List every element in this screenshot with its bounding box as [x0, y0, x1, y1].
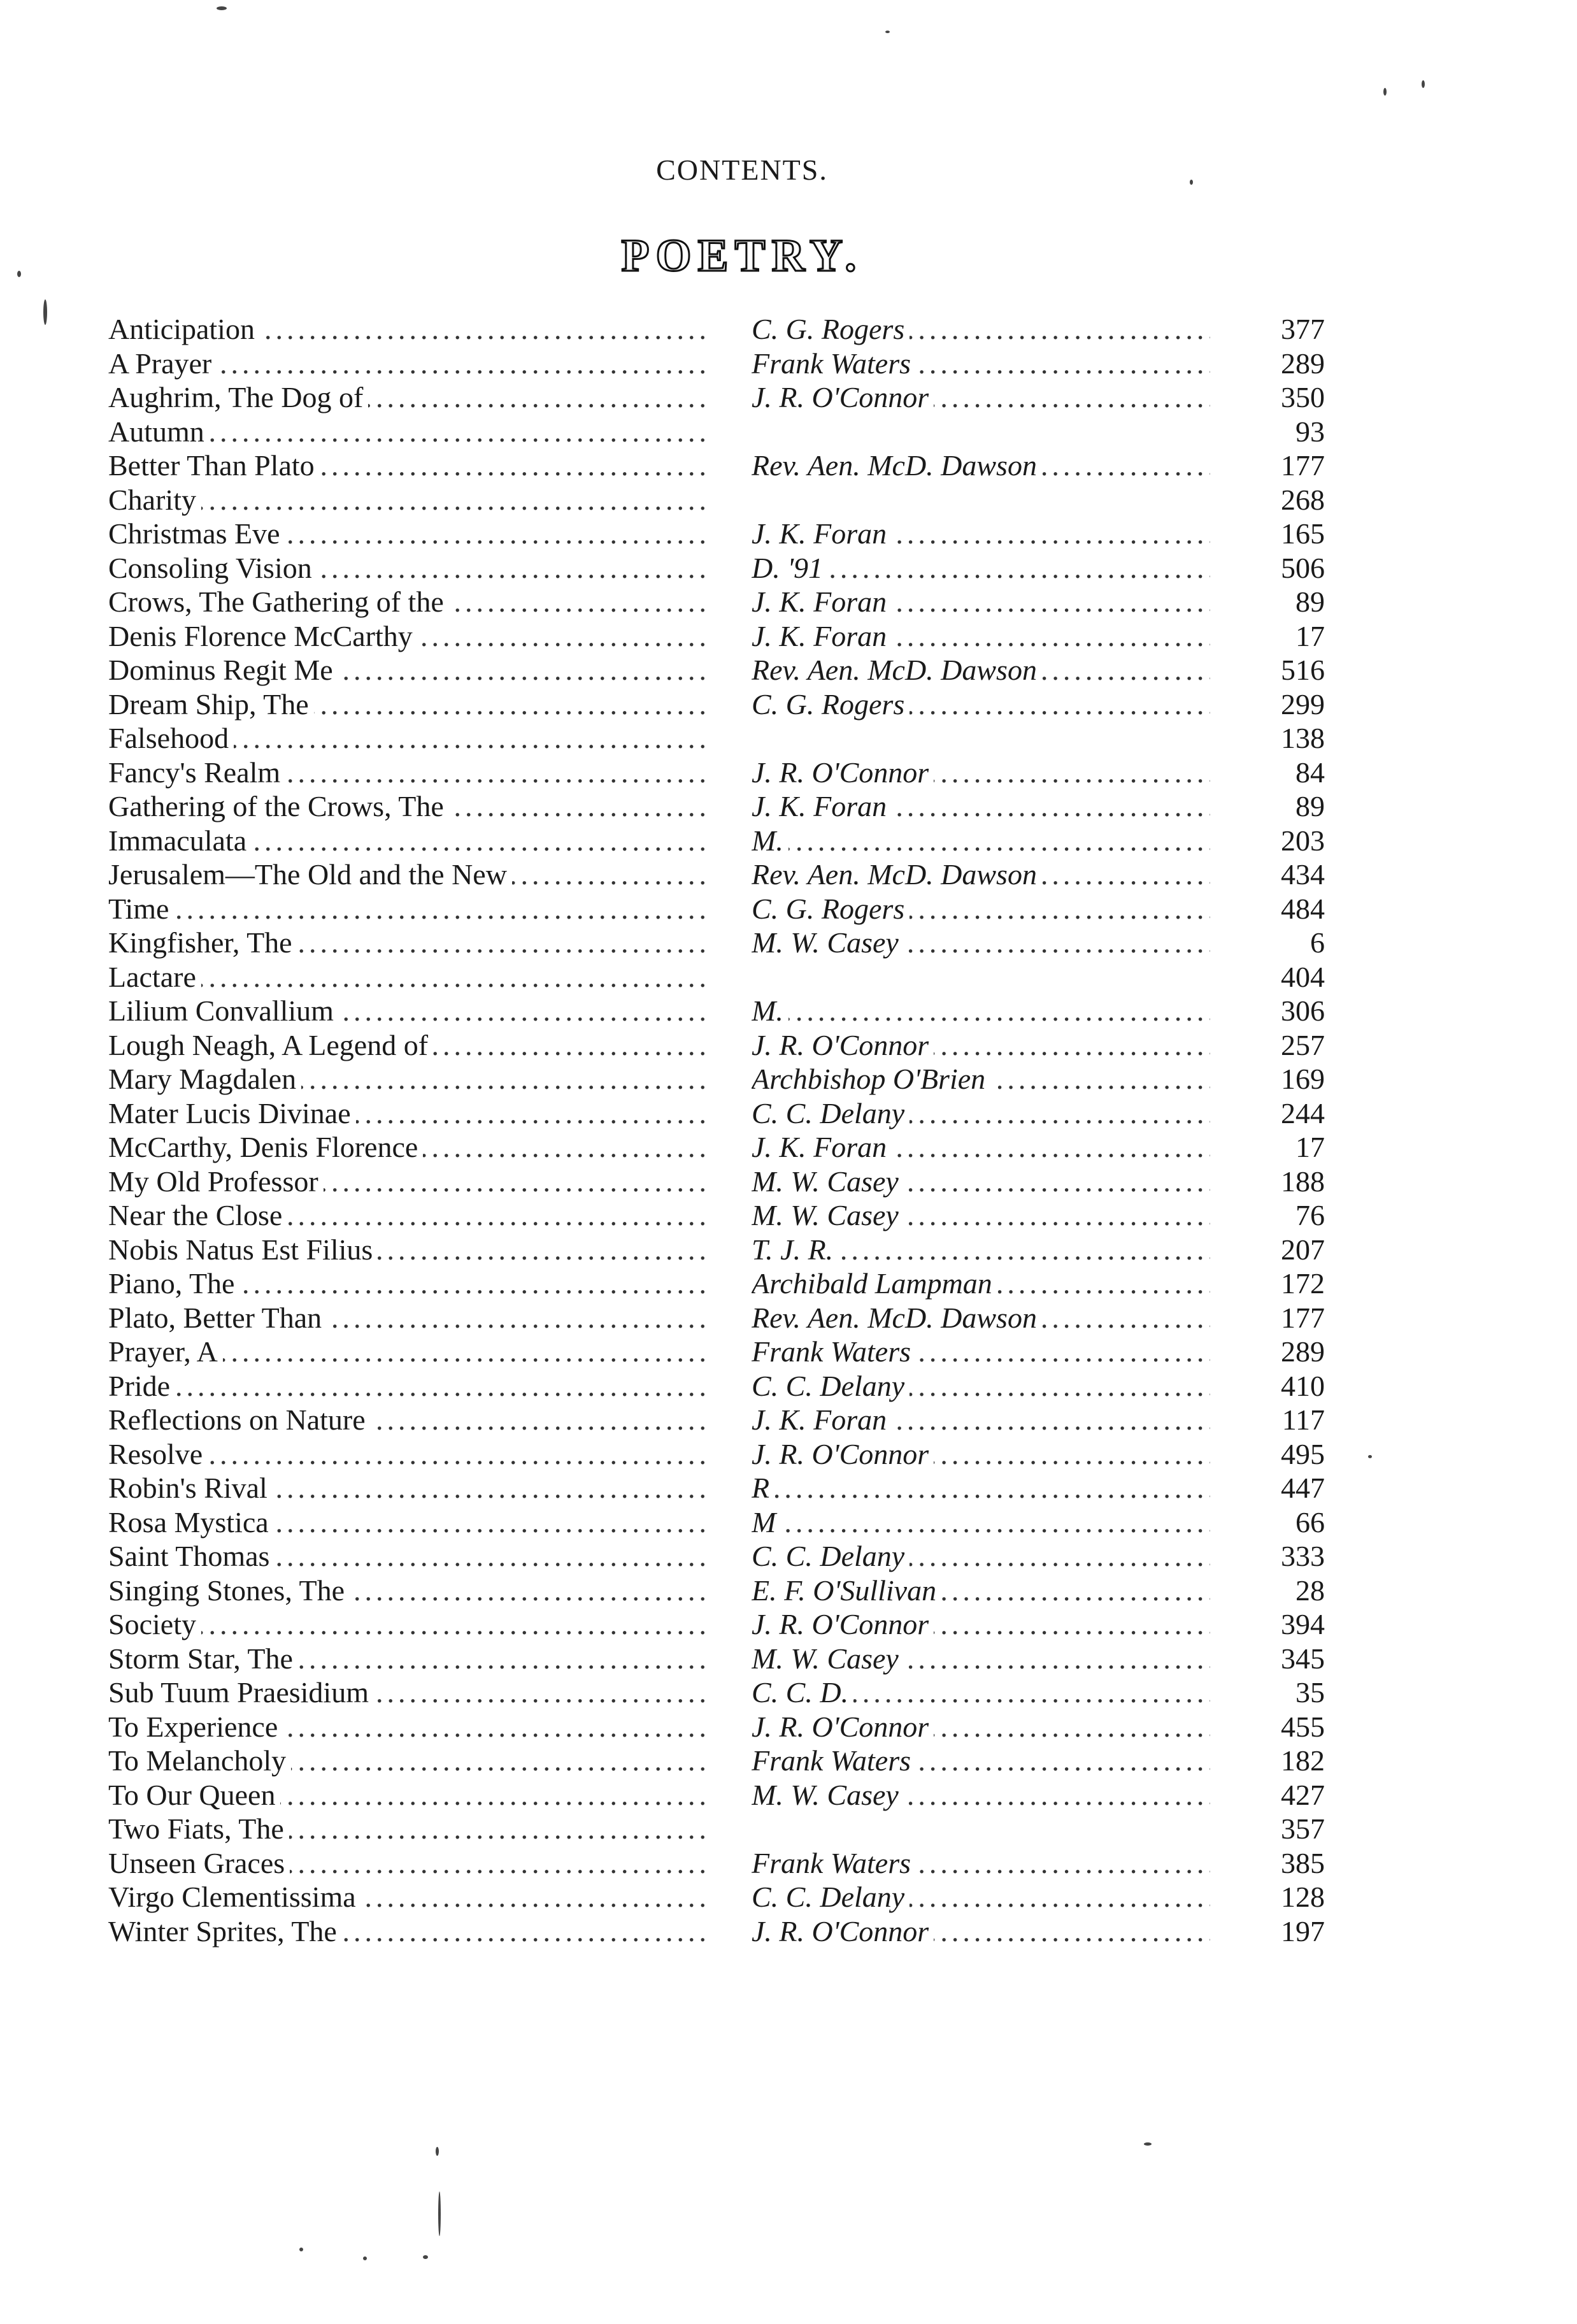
poem-author: Frank Waters [752, 1335, 916, 1368]
poem-title: Mary Magdalen [108, 1063, 301, 1095]
toc-author-cell [752, 347, 1210, 381]
poem-author: J. R. O'Connor [752, 1029, 934, 1061]
poem-title: Dominus Regit Me [108, 654, 338, 686]
poem-title: Dream Ship, The [108, 688, 314, 721]
page-number: 89 [1295, 585, 1325, 618]
poem-author: Archibald Lampman [752, 1267, 997, 1300]
poem-author: Rev. Aen. McD. Dawson [752, 1302, 1042, 1334]
page-number: 66 [1295, 1505, 1325, 1539]
page-number: 447 [1281, 1472, 1325, 1504]
toc-row [108, 1437, 1382, 1472]
page-number: 434 [1281, 858, 1325, 891]
toc-title-cell [108, 1266, 707, 1301]
page-number: 182 [1281, 1744, 1325, 1777]
toc-title-cell [108, 1710, 707, 1744]
page-number: 306 [1281, 994, 1325, 1027]
page-number: 377 [1281, 313, 1325, 345]
page-number: 516 [1281, 654, 1325, 686]
toc-row [108, 960, 1382, 994]
page-number: 35 [1295, 1676, 1325, 1709]
poem-title: Falsehood [108, 722, 234, 754]
toc-author-cell [752, 1880, 1210, 1914]
toc-author-cell [752, 1471, 1210, 1505]
poem-title: Pride [108, 1370, 175, 1402]
toc-author-cell [752, 1403, 1210, 1437]
toc-row [108, 1335, 1382, 1369]
contents-heading: CONTENTS. [656, 154, 828, 186]
toc-title-cell [108, 1846, 707, 1881]
poem-title: Plato, Better Than [108, 1302, 327, 1334]
poem-author: C. C. Delany [752, 1370, 910, 1402]
toc-author-cell [752, 994, 1210, 1028]
poem-title: Society [108, 1608, 201, 1640]
poem-author: Archbishop O'Brien [752, 1063, 990, 1095]
toc-author-cell [752, 1335, 1210, 1369]
poem-author: Rev. Aen. McD. Dawson [752, 654, 1042, 686]
toc-row [108, 1812, 1382, 1846]
toc-row [108, 1914, 1382, 1949]
page-number: 333 [1281, 1540, 1325, 1572]
poem-author: Rev. Aen. McD. Dawson [752, 858, 1042, 891]
toc-title-cell [108, 892, 707, 926]
toc-title-cell [108, 687, 707, 722]
toc-title-cell [108, 653, 707, 687]
scan-speck [1422, 80, 1425, 88]
section-title [0, 229, 1484, 282]
page-number: 84 [1295, 756, 1325, 789]
toc-title-cell [108, 347, 707, 381]
poem-author: M. W. Casey [752, 926, 904, 959]
poem-author: M. [752, 994, 788, 1027]
toc-row [108, 1096, 1382, 1131]
page-number: 93 [1295, 415, 1325, 448]
toc-row [108, 1471, 1382, 1505]
poem-author: C. G. Rogers [752, 688, 910, 721]
toc-title-cell [108, 551, 707, 585]
toc-author-cell [752, 1096, 1210, 1131]
poem-title: Charity [108, 484, 201, 516]
toc-row [108, 1778, 1382, 1812]
page-number: 404 [1281, 960, 1325, 993]
toc-author-cell [752, 1198, 1210, 1233]
poem-title: Fancy's Realm [108, 756, 285, 789]
page-number: 89 [1295, 790, 1325, 822]
toc-title-cell [108, 415, 707, 449]
poem-author: M. W. Casey [752, 1199, 904, 1231]
poem-author: M. W. Casey [752, 1642, 904, 1675]
toc-title-cell [108, 1607, 707, 1642]
toc-author-cell [752, 1505, 1210, 1540]
toc-row [108, 1675, 1382, 1710]
page-number: 244 [1281, 1096, 1325, 1130]
poem-author: J. K. Foran [752, 1131, 892, 1163]
toc-author-cell [752, 1062, 1210, 1096]
poem-author: Rev. Aen. McD. Dawson [752, 449, 1042, 482]
page-number: 128 [1281, 1881, 1325, 1913]
poem-title: Singing Stones, The [108, 1574, 350, 1607]
toc-row [108, 789, 1382, 824]
page-number: 117 [1281, 1403, 1325, 1436]
poem-author: J. K. Foran [752, 620, 892, 652]
poem-title: Nobis Natus Est Filius [108, 1233, 378, 1266]
toc-title-cell [108, 1812, 707, 1846]
toc-row [108, 380, 1382, 415]
page-number: 172 [1281, 1267, 1325, 1300]
toc-row [108, 448, 1382, 483]
poem-author: T. J. R. [752, 1233, 838, 1266]
page-number: 207 [1281, 1233, 1325, 1266]
poem-author: C. C. D. [752, 1676, 853, 1709]
poem-title: Piano, The [108, 1267, 239, 1300]
poem-author: J. K. Foran [752, 517, 892, 550]
toc-row [108, 551, 1382, 585]
toc-author-cell [752, 1266, 1210, 1301]
toc-title-cell [108, 1165, 707, 1199]
page-number: 268 [1281, 483, 1325, 516]
page-number: 165 [1281, 517, 1325, 550]
toc-author-cell [752, 448, 1210, 483]
poem-author: J. R. O'Connor [752, 381, 934, 413]
toc-row [108, 1607, 1382, 1642]
toc-row [108, 1744, 1382, 1778]
toc-row [108, 1233, 1382, 1267]
toc-title-cell [108, 1403, 707, 1437]
page-number: 6 [1310, 926, 1325, 959]
toc-row [108, 1403, 1382, 1437]
poem-title: A Prayer [108, 347, 217, 380]
toc-row [108, 517, 1382, 551]
toc-author-cell [752, 1437, 1210, 1472]
toc-row [108, 892, 1382, 926]
page-number: 177 [1281, 1301, 1325, 1334]
toc-row [108, 1165, 1382, 1199]
toc-row [108, 1642, 1382, 1676]
toc-row [108, 756, 1382, 790]
toc-author-cell [752, 1233, 1210, 1267]
page-number: 350 [1281, 381, 1325, 413]
scan-speck [885, 31, 890, 33]
toc-title-cell [108, 1675, 707, 1710]
page-number: 188 [1281, 1165, 1325, 1198]
toc-title-cell [108, 1369, 707, 1403]
page-number: 289 [1281, 347, 1325, 380]
poem-title: Time [108, 893, 174, 925]
toc-author-cell [752, 1165, 1210, 1199]
toc-author-cell [752, 756, 1210, 790]
poem-title: To Experience [108, 1711, 283, 1743]
toc-author-cell [752, 1675, 1210, 1710]
toc-row [108, 1539, 1382, 1574]
toc-author-cell [752, 619, 1210, 654]
page-number: 28 [1295, 1574, 1325, 1607]
toc-title-cell [108, 1744, 707, 1778]
page-number: 197 [1281, 1914, 1325, 1947]
toc-title-cell [108, 312, 707, 347]
toc-row [108, 721, 1382, 756]
poem-title: To Melancholy [108, 1744, 291, 1777]
scan-speck [423, 2255, 428, 2259]
toc-row [108, 1130, 1382, 1165]
page-number: 257 [1281, 1028, 1325, 1061]
toc-author-cell [752, 1369, 1210, 1403]
page-number: 357 [1281, 1812, 1325, 1845]
poem-author: C. C. Delany [752, 1540, 910, 1572]
page-number: 345 [1281, 1642, 1325, 1675]
toc-row [108, 687, 1382, 722]
toc-title-cell [108, 1301, 707, 1335]
poem-title: Robin's Rival [108, 1472, 273, 1504]
page-number: 427 [1281, 1778, 1325, 1811]
toc-row [108, 857, 1382, 892]
toc-title-cell [108, 1198, 707, 1233]
scan-speck [17, 271, 21, 277]
toc-title-cell [108, 1505, 707, 1540]
poem-title: Lough Neagh, A Legend of [108, 1029, 433, 1061]
toc-author-cell [752, 653, 1210, 687]
toc-title-cell [108, 1062, 707, 1096]
scan-speck [1368, 1455, 1372, 1458]
poem-title: Immaculata [108, 824, 252, 857]
page-number: 506 [1281, 551, 1325, 584]
poem-title: Consoling Vision [108, 552, 317, 584]
poem-title: Crows, The Gathering of the [108, 585, 449, 618]
poem-title: Denis Florence McCarthy [108, 620, 418, 652]
poem-author: M [752, 1506, 781, 1539]
toc-row [108, 1369, 1382, 1403]
toc-title-cell [108, 1028, 707, 1063]
poem-author: J. R. O'Connor [752, 1711, 934, 1743]
toc-author-cell [752, 857, 1210, 892]
toc-title-cell [108, 1914, 707, 1949]
scan-speck [43, 299, 47, 325]
poem-author: M. W. Casey [752, 1779, 904, 1811]
poem-author: J. R. O'Connor [752, 756, 934, 789]
poem-title: Better Than Plato [108, 449, 320, 482]
poem-title: McCarthy, Denis Florence [108, 1131, 423, 1163]
toc-author-cell [752, 1710, 1210, 1744]
poem-title: Gathering of the Crows, The [108, 790, 449, 822]
toc-title-cell [108, 1642, 707, 1676]
poem-title: Lactare [108, 961, 201, 993]
poem-author: D. '91 [752, 552, 828, 584]
poem-title: Mater Lucis Divinae [108, 1097, 356, 1130]
toc-title-cell [108, 1437, 707, 1472]
poem-title: Prayer, A [108, 1335, 223, 1368]
poem-title: Virgo Clementissima [108, 1881, 361, 1913]
poem-title: Sub Tuum Praesidium [108, 1676, 374, 1709]
toc-title-cell [108, 824, 707, 858]
toc-title-cell [108, 1130, 707, 1165]
toc-row [108, 824, 1382, 858]
poem-author: Frank Waters [752, 347, 916, 380]
toc-author-cell [752, 789, 1210, 824]
page-number: 484 [1281, 892, 1325, 925]
poem-title: Jerusalem—The Old and the New [108, 858, 512, 891]
toc-title-cell [108, 756, 707, 790]
toc-author-cell [752, 551, 1210, 585]
poem-title: Autumn [108, 415, 210, 448]
toc-row [108, 347, 1382, 381]
poem-author: C. C. Delany [752, 1881, 910, 1913]
toc-author-cell [752, 1744, 1210, 1778]
toc-title-cell [108, 926, 707, 960]
poem-author: J. K. Foran [752, 790, 892, 822]
poem-title: Kingfisher, The [108, 926, 297, 959]
page-number: 138 [1281, 722, 1325, 754]
toc-author-cell [752, 1028, 1210, 1063]
poem-title: Aughrim, The Dog of [108, 381, 368, 413]
poem-title: Lilium Convallium [108, 994, 339, 1027]
toc-row [108, 619, 1382, 654]
toc-row [108, 585, 1382, 619]
poem-author: Frank Waters [752, 1744, 916, 1777]
toc-author-cell [752, 1846, 1210, 1881]
toc-title-cell [108, 960, 707, 994]
page-number: 410 [1281, 1369, 1325, 1402]
table-of-contents [108, 312, 1382, 1948]
toc-row [108, 1301, 1382, 1335]
toc-author-cell [752, 1778, 1210, 1812]
poem-title: Anticipation [108, 313, 260, 345]
toc-title-cell [108, 1778, 707, 1812]
page-number: 385 [1281, 1846, 1325, 1879]
toc-title-cell [108, 994, 707, 1028]
toc-row [108, 653, 1382, 687]
toc-author-cell [752, 1914, 1210, 1949]
poem-author: J. K. Foran [752, 1403, 892, 1436]
poem-title: Rosa Mystica [108, 1506, 274, 1539]
poem-author: R [752, 1472, 774, 1504]
toc-author-cell [752, 1574, 1210, 1608]
poem-title: Reflections on Nature [108, 1403, 371, 1436]
toc-title-cell [108, 1471, 707, 1505]
toc-author-cell [752, 1607, 1210, 1642]
toc-title-cell [108, 1096, 707, 1131]
toc-row [108, 1880, 1382, 1914]
toc-title-cell [108, 619, 707, 654]
scan-speck [299, 2248, 303, 2251]
toc-title-cell [108, 483, 707, 517]
scan-speck [1144, 2142, 1152, 2146]
poem-author: C. G. Rogers [752, 893, 910, 925]
toc-title-cell [108, 1539, 707, 1574]
poem-author: M. W. Casey [752, 1165, 904, 1198]
poem-title: Saint Thomas [108, 1540, 275, 1572]
scan-speck [438, 2191, 441, 2236]
toc-author-cell [752, 824, 1210, 858]
toc-row [108, 1574, 1382, 1608]
poem-author: J. R. O'Connor [752, 1915, 934, 1947]
page-number: 17 [1295, 619, 1325, 652]
page-number: 177 [1281, 449, 1325, 482]
toc-row [108, 926, 1382, 960]
toc-title-cell [108, 721, 707, 756]
toc-author-cell [752, 1539, 1210, 1574]
toc-row [108, 483, 1382, 517]
scan-speck [363, 2256, 367, 2260]
poem-author: M. [752, 824, 788, 857]
toc-author-cell [752, 926, 1210, 960]
page-number: 455 [1281, 1710, 1325, 1743]
page-number: 203 [1281, 824, 1325, 857]
page-number: 299 [1281, 687, 1325, 721]
poem-author: J. R. O'Connor [752, 1438, 934, 1470]
toc-row [108, 994, 1382, 1028]
toc-author-cell [752, 1642, 1210, 1676]
section-title-text: POETRY. [621, 230, 863, 281]
scan-speck [217, 6, 227, 10]
toc-title-cell [108, 585, 707, 619]
toc-author-cell [752, 380, 1210, 415]
toc-author-cell [752, 1130, 1210, 1165]
page-number: 394 [1281, 1608, 1325, 1640]
page-number: 76 [1295, 1199, 1325, 1231]
page-number: 289 [1281, 1335, 1325, 1368]
toc-row [108, 312, 1382, 347]
poem-author: C. G. Rogers [752, 313, 910, 345]
poem-title: Resolve [108, 1438, 208, 1470]
toc-row [108, 1198, 1382, 1233]
toc-author-cell [752, 687, 1210, 722]
poem-author: J. R. O'Connor [752, 1608, 934, 1640]
toc-row [108, 1266, 1382, 1301]
scan-speck [436, 2147, 439, 2156]
toc-row [108, 415, 1382, 449]
page-number: 169 [1281, 1063, 1325, 1095]
toc-row [108, 1062, 1382, 1096]
toc-title-cell [108, 1880, 707, 1914]
toc-title-cell [108, 380, 707, 415]
toc-author-cell [752, 312, 1210, 347]
poem-title: Two Fiats, The [108, 1812, 289, 1845]
toc-title-cell [108, 448, 707, 483]
toc-author-cell [752, 517, 1210, 551]
toc-author-cell [752, 585, 1210, 619]
poem-author: C. C. Delany [752, 1097, 910, 1130]
poem-title: Storm Star, The [108, 1642, 298, 1675]
poem-title: Winter Sprites, The [108, 1915, 342, 1947]
toc-title-cell [108, 517, 707, 551]
toc-title-cell [108, 1233, 707, 1267]
poem-author: Frank Waters [752, 1847, 916, 1879]
poem-title: Near the Close [108, 1199, 287, 1231]
toc-row [108, 1505, 1382, 1540]
page-number: 495 [1281, 1437, 1325, 1470]
toc-author-cell [752, 1301, 1210, 1335]
toc-row [108, 1846, 1382, 1881]
toc-title-cell [108, 789, 707, 824]
toc-row [108, 1028, 1382, 1063]
scan-speck [1383, 88, 1387, 96]
poem-title: My Old Professor [108, 1165, 324, 1198]
toc-title-cell [108, 857, 707, 892]
poem-title: To Our Queen [108, 1779, 280, 1811]
toc-title-cell [108, 1574, 707, 1608]
poem-title: Unseen Graces [108, 1847, 290, 1879]
toc-author-cell [752, 892, 1210, 926]
toc-row [108, 1710, 1382, 1744]
poem-author: E. F. O'Sullivan [752, 1574, 941, 1607]
scan-speck [1190, 180, 1193, 185]
toc-title-cell [108, 1335, 707, 1369]
page-number: 17 [1295, 1131, 1325, 1163]
poem-title: Christmas Eve [108, 517, 285, 550]
poem-author: J. K. Foran [752, 585, 892, 618]
